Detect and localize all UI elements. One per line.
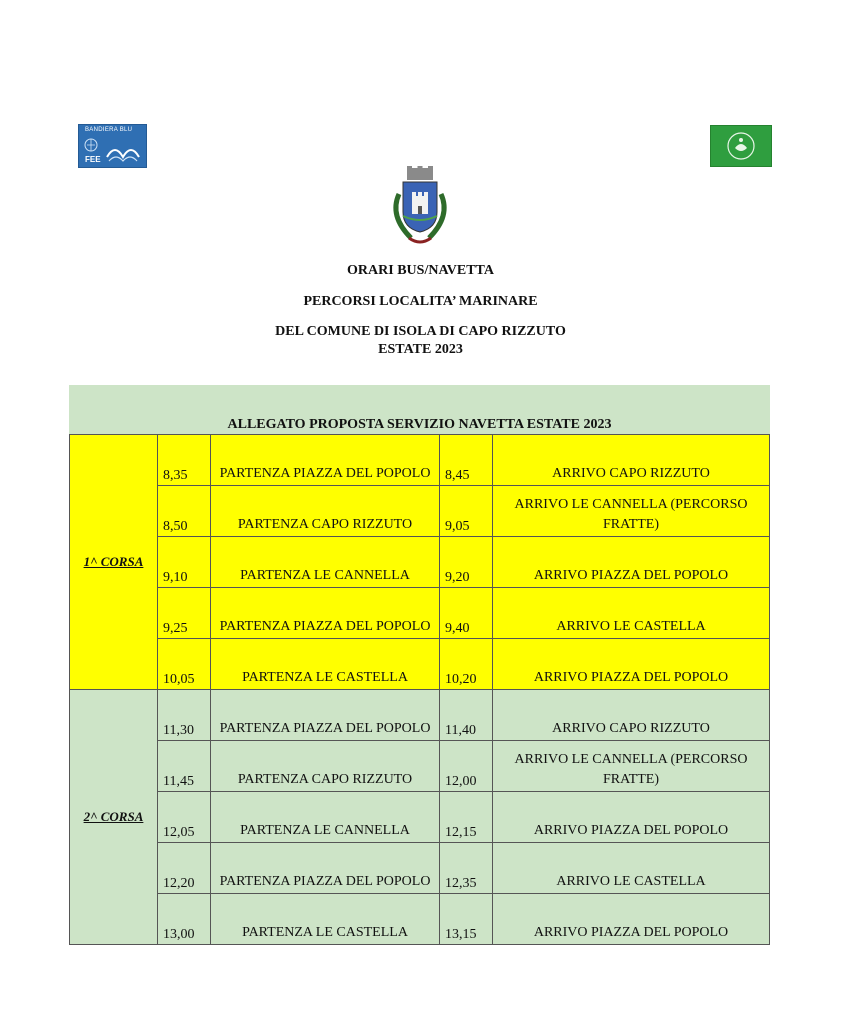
arrival-place: ARRIVO PIAZZA DEL POPOLO: [493, 639, 770, 690]
departure-place: PARTENZA CAPO RIZZUTO: [211, 741, 440, 792]
departure-time: 12,05: [158, 792, 211, 843]
arrival-place: ARRIVO LE CASTELLA: [493, 843, 770, 894]
departure-place: PARTENZA CAPO RIZZUTO: [211, 486, 440, 537]
departure-place: PARTENZA LE CANNELLA: [211, 792, 440, 843]
corsa-label: 1^ CORSA: [83, 553, 144, 569]
departure-time: 10,05: [158, 639, 211, 690]
departure-place: PARTENZA PIAZZA DEL POPOLO: [211, 843, 440, 894]
departure-time: 8,35: [158, 435, 211, 486]
departure-time: 13,00: [158, 894, 211, 945]
table-row: [70, 894, 770, 945]
arrival-time: 9,40: [440, 588, 493, 639]
arrival-time: 13,15: [440, 894, 493, 945]
arrival-time: 8,45: [440, 435, 493, 486]
schedule-table: [69, 385, 770, 945]
schedule-grid: [69, 434, 770, 945]
logo-top-text: BANDIERA BLU: [85, 127, 133, 133]
corsa-label-cell: [70, 435, 158, 690]
departure-time: 11,45: [158, 741, 211, 792]
table-row: [70, 537, 770, 588]
table-row: [70, 486, 770, 537]
arrival-place: ARRIVO CAPO RIZZUTO: [493, 690, 770, 741]
departure-time: 11,30: [158, 690, 211, 741]
arrival-time: 9,20: [440, 537, 493, 588]
departure-time: 8,50: [158, 486, 211, 537]
arrival-place: ARRIVO LE CANNELLA (PERCORSO FRATTE): [493, 486, 770, 537]
arrival-place: ARRIVO PIAZZA DEL POPOLO: [493, 792, 770, 843]
municipal-crest: [385, 164, 455, 254]
arrival-time: 12,15: [440, 792, 493, 843]
departure-place: PARTENZA PIAZZA DEL POPOLO: [211, 435, 440, 486]
corsa-label-cell: [70, 690, 158, 945]
schedule-header-text: ALLEGATO PROPOSTA SERVIZIO NAVETTA ESTATE 2023: [227, 417, 612, 432]
title-line-3: DEL COMUNE DI ISOLA DI CAPO RIZZUTO: [275, 324, 566, 339]
bandiera-blu-logo: [78, 124, 147, 168]
arrival-time: 10,20: [440, 639, 493, 690]
departure-place: PARTENZA PIAZZA DEL POPOLO: [211, 690, 440, 741]
table-row: [70, 435, 770, 486]
arrival-time: 12,35: [440, 843, 493, 894]
arrival-time: 9,05: [440, 486, 493, 537]
departure-time: 12,20: [158, 843, 211, 894]
table-row: [70, 843, 770, 894]
table-row: [70, 639, 770, 690]
arrival-place: ARRIVO CAPO RIZZUTO: [493, 435, 770, 486]
arrival-time: 11,40: [440, 690, 493, 741]
departure-place: PARTENZA LE CANNELLA: [211, 537, 440, 588]
logo-fee-text: FEE: [85, 155, 101, 164]
table-row: [70, 690, 770, 741]
departure-time: 9,25: [158, 588, 211, 639]
bandiera-verde-logo: [710, 125, 772, 167]
schedule-header: [69, 385, 770, 434]
departure-time: 9,10: [158, 537, 211, 588]
arrival-time: 12,00: [440, 741, 493, 792]
departure-place: PARTENZA PIAZZA DEL POPOLO: [211, 588, 440, 639]
arrival-place: ARRIVO LE CASTELLA: [493, 588, 770, 639]
title-line-2: PERCORSI LOCALITA’ MARINARE: [303, 294, 538, 309]
table-row: [70, 792, 770, 843]
departure-place: PARTENZA LE CASTELLA: [211, 894, 440, 945]
corsa-label: 2^ CORSA: [83, 808, 144, 824]
arrival-place: ARRIVO PIAZZA DEL POPOLO: [493, 894, 770, 945]
crest-icon: [385, 164, 455, 254]
arrival-place: ARRIVO PIAZZA DEL POPOLO: [493, 537, 770, 588]
title-line-4: ESTATE 2023: [378, 342, 463, 357]
arrival-place: ARRIVO LE CANNELLA (PERCORSO FRATTE): [493, 741, 770, 792]
bandiera-verde-icon: [711, 126, 771, 166]
table-row: [70, 741, 770, 792]
title-line-1: ORARI BUS/NAVETTA: [347, 263, 494, 278]
table-row: [70, 588, 770, 639]
departure-place: PARTENZA LE CASTELLA: [211, 639, 440, 690]
